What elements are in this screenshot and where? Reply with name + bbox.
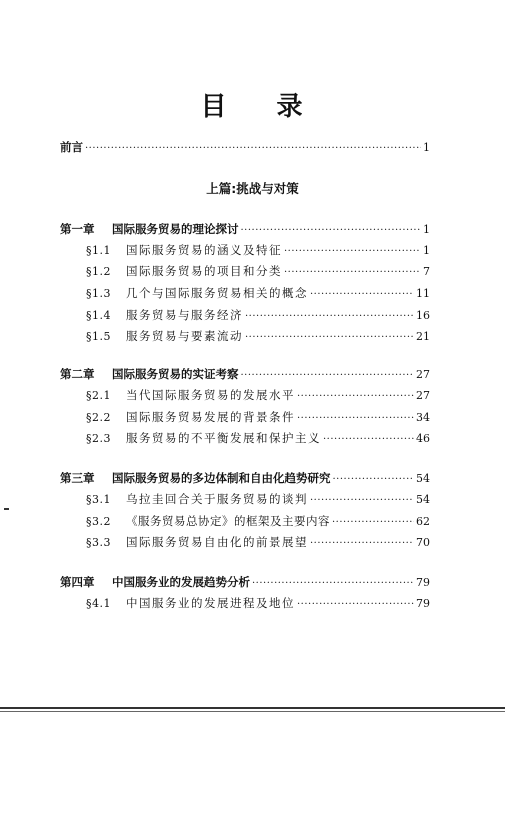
page-number: 1 [423, 244, 430, 257]
section-title: 国际服务贸易自由化的前景展望 [126, 535, 308, 549]
section-title: 《服务贸易总协定》的框架及主要内容 [126, 514, 330, 528]
page-edge-line-shadow [0, 711, 505, 712]
toc-chapter-row[interactable] [60, 222, 430, 238]
toc-chapter-row[interactable] [60, 575, 430, 591]
leader-dots [252, 577, 414, 591]
preface-label: 前言 [60, 140, 83, 154]
section-number: §1.4 [86, 309, 111, 322]
chapter-number: 第四章 [60, 575, 95, 589]
section-number: §1.5 [86, 330, 111, 343]
page-number: 7 [423, 265, 430, 278]
toc-section-row[interactable] [86, 388, 430, 404]
leader-dots [245, 331, 414, 345]
chapter-title: 国际服务贸易的多边体制和自由化趋势研究 [112, 471, 331, 485]
page-number: 79 [416, 576, 430, 589]
section-label [86, 410, 295, 425]
leader-dots [310, 494, 414, 508]
chapter-label [60, 367, 239, 381]
page-number: 62 [416, 515, 430, 528]
page-number: 1 [423, 223, 430, 236]
toc-section-row[interactable] [86, 264, 430, 280]
section-title: 服务贸易与要素流动 [126, 329, 243, 343]
section-title: 服务贸易与服务经济 [126, 308, 243, 322]
toc-section-row[interactable] [86, 410, 430, 426]
section-label [86, 535, 308, 550]
section-number: §1.3 [86, 287, 111, 300]
leader-dots [241, 369, 415, 383]
section-title: 国际服务贸易发展的背景条件 [126, 410, 295, 424]
section-title: 当代国际服务贸易的发展水平 [126, 388, 295, 402]
leader-dots [297, 412, 414, 426]
section-number: §4.1 [86, 597, 111, 610]
toc-preface-row[interactable] [60, 140, 430, 156]
page-number: 54 [416, 493, 430, 506]
section-label [86, 514, 330, 529]
chapter-title: 中国服务业的发展趋势分析 [112, 575, 250, 589]
scan-mark [4, 508, 9, 510]
toc-chapter-row[interactable] [60, 367, 430, 383]
chapter-title: 国际服务贸易的实证考察 [112, 367, 239, 381]
toc-section-row[interactable] [86, 596, 430, 612]
page-number: 46 [416, 432, 430, 445]
section-title: 几个与国际服务贸易相关的概念 [126, 286, 308, 300]
toc-section-row[interactable] [86, 535, 430, 551]
page-title [0, 86, 505, 123]
chapter-label [60, 471, 331, 485]
leader-dots [323, 433, 414, 447]
chapter-number: 第三章 [60, 471, 95, 485]
leader-dots [241, 224, 422, 238]
section-number: §2.3 [86, 432, 111, 445]
title-char-1: 目 [200, 92, 229, 122]
section-label [86, 243, 282, 258]
section-number: §1.2 [86, 265, 111, 278]
toc-section-row[interactable] [86, 431, 430, 447]
chapter-label [60, 222, 239, 236]
page-number: 54 [416, 472, 430, 485]
section-number: §3.1 [86, 493, 111, 506]
toc-section-row[interactable] [86, 329, 430, 345]
page-number: 27 [416, 389, 430, 402]
section-number: §1.1 [86, 244, 111, 257]
leader-dots [85, 142, 421, 156]
page-number: 1 [423, 141, 430, 154]
page-number: 16 [416, 309, 430, 322]
page-number: 21 [416, 330, 430, 343]
page-number: 27 [416, 368, 430, 381]
leader-dots [284, 266, 421, 280]
title-char-2: 录 [276, 92, 305, 122]
chapter-label [60, 575, 250, 589]
chapter-number: 第一章 [60, 222, 95, 236]
leader-dots [310, 537, 414, 551]
leader-dots [284, 245, 421, 259]
chapter-number: 第二章 [60, 367, 95, 381]
section-label [86, 388, 295, 403]
section-number: §3.3 [86, 536, 111, 549]
toc-section-row[interactable] [86, 492, 430, 508]
section-label [86, 492, 308, 507]
section-title: 服务贸易的不平衡发展和保护主义 [126, 431, 321, 445]
leader-dots [332, 516, 414, 530]
leader-dots [297, 598, 414, 612]
page-number: 70 [416, 536, 430, 549]
page-edge-line [0, 707, 505, 709]
section-number: §2.2 [86, 411, 111, 424]
toc-section-row[interactable] [86, 286, 430, 302]
chapter-title: 国际服务贸易的理论探讨 [112, 222, 239, 236]
section-title: 中国服务业的发展进程及地位 [126, 596, 295, 610]
part-heading: 上篇:挑战与对策 [206, 181, 299, 196]
leader-dots [333, 473, 415, 487]
toc-chapter-row[interactable] [60, 471, 430, 487]
section-label [86, 596, 295, 611]
page-number: 79 [416, 597, 430, 610]
section-label [86, 431, 321, 446]
leader-dots [245, 310, 414, 324]
page-number: 11 [416, 287, 430, 300]
section-label [86, 264, 282, 279]
toc-section-row[interactable] [86, 308, 430, 324]
section-number: §3.2 [86, 515, 111, 528]
section-number: §2.1 [86, 389, 111, 402]
leader-dots [297, 390, 414, 404]
section-title: 国际服务贸易的项目和分类 [126, 264, 282, 278]
toc-section-row[interactable] [86, 514, 430, 530]
section-title: 乌拉圭回合关于服务贸易的谈判 [126, 492, 308, 506]
leader-dots [310, 288, 414, 302]
page-number: 34 [416, 411, 430, 424]
section-title: 国际服务贸易的涵义及特征 [126, 243, 282, 257]
section-label [86, 308, 243, 323]
section-label [86, 329, 243, 344]
toc-section-row[interactable] [86, 243, 430, 259]
section-label [86, 286, 308, 301]
